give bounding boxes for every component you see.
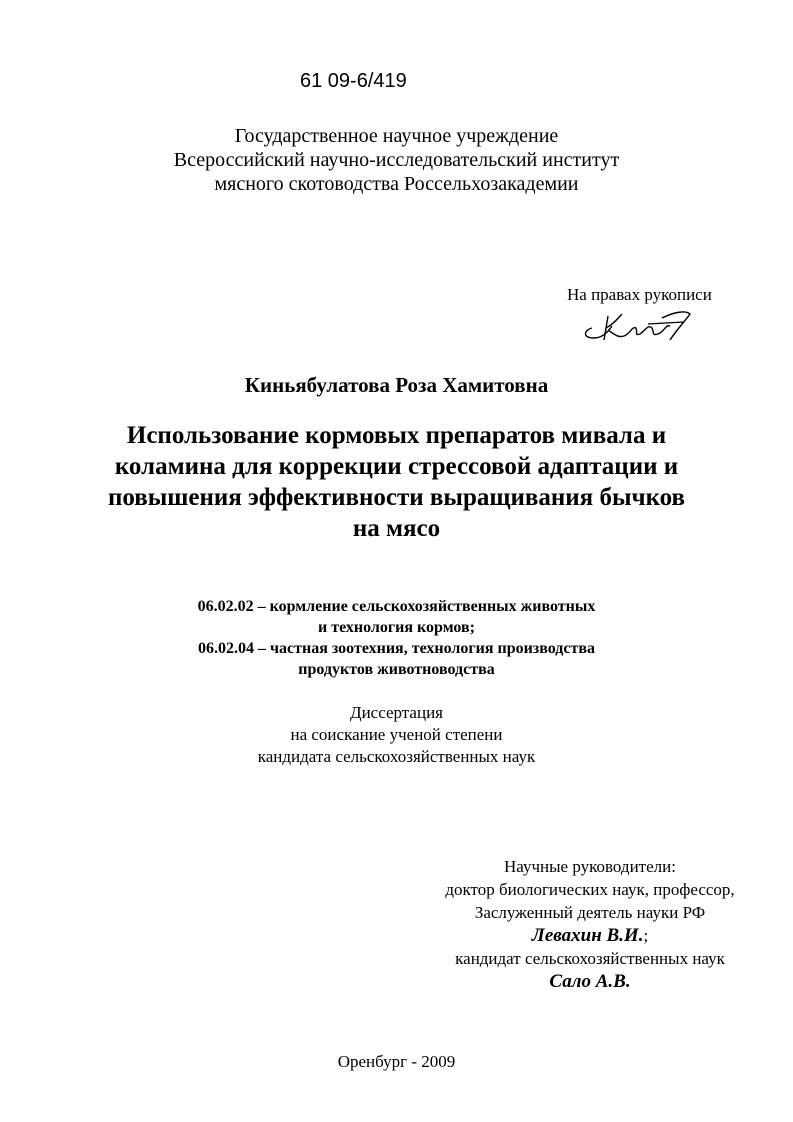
dissertation-title [0,420,793,544]
supervisor-name-row [360,924,793,947]
specialty-line: 06.02.02 – кормление сельскохозяйственных животных [197,598,596,615]
title-line: на мясо [352,515,441,542]
institution-block [0,124,793,196]
author-name: Киньябулатова Роза Хамитовна [244,373,549,397]
supervisor-credentials: кандидат сельскохозяйственных наук [455,949,725,968]
city-year: Оренбург - 2009 [337,1052,456,1071]
supervisor-separator: ; [643,926,649,945]
specialty-line: продуктов животноводства [298,661,495,678]
institution-line: Всероссийский научно-исследовательский институт [173,149,620,171]
degree-line: на соискание ученой степени [290,725,503,744]
institution-line: Государственное научное учреждение [234,125,559,147]
supervisor-credentials: доктор биологических наук, профессор, [445,880,735,899]
institution-line: мясного скотоводства Россельхозакадемии [214,173,579,195]
specialty-codes [0,596,793,680]
supervisor-name: Сало А.В. [549,971,631,992]
degree-line: Диссертация [349,703,443,722]
specialty-line: и технология кормов; [318,619,475,636]
supervisor-name-row [360,970,793,993]
supervisors-block [360,855,793,993]
title-line: Использование кормовых препаратов мивала и [126,422,667,449]
title-line: повышения эффективности выращивания бычков [107,484,686,511]
registration-code: 61 09-6/419 [300,70,407,92]
supervisor-name: Левахин В.И. [531,925,644,946]
supervisors-heading: Научные руководители: [504,857,676,876]
handwritten-signature [578,304,696,344]
manuscript-rights-note: На правах рукописи [567,285,712,304]
title-line: коламина для коррекции стрессовой адаптации и [114,453,679,480]
degree-statement [0,702,793,768]
specialty-line: 06.02.04 – частная зоотехния, технология производства [197,640,595,657]
degree-line: кандидата сельскохозяйственных наук [257,747,536,766]
supervisor-honor: Заслуженный деятель науки РФ [474,903,706,922]
